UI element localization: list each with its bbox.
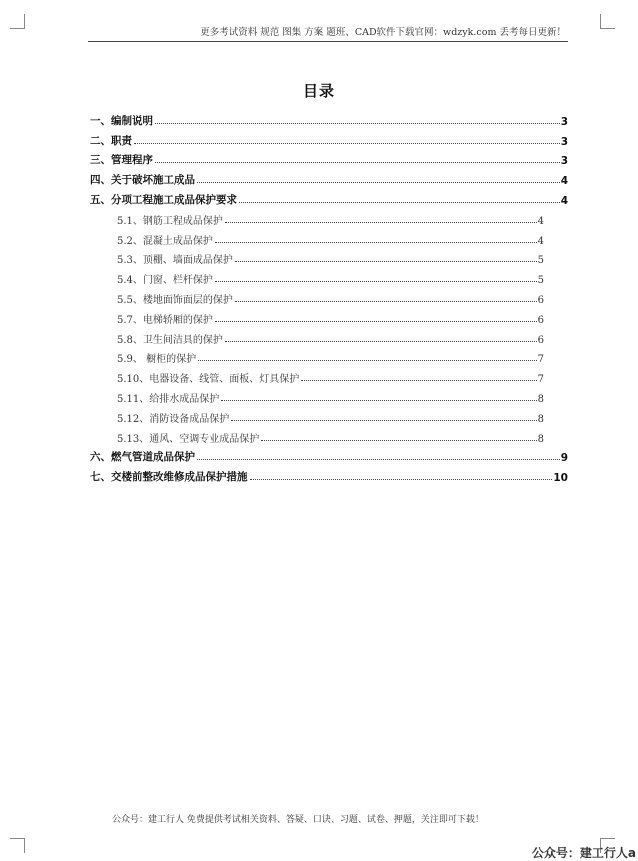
toc-entry[interactable] bbox=[90, 266, 568, 286]
toc-entry[interactable] bbox=[90, 405, 568, 425]
toc-leader-dots bbox=[155, 123, 560, 124]
page-footer: 公众号：建工行人 免费提供考试相关资料、答疑、口诀、习题、试卷、押题，关注即可下载！ bbox=[112, 815, 484, 825]
toc-entry-page: 8 bbox=[537, 433, 544, 445]
toc-entry-page: 3 bbox=[560, 155, 568, 168]
toc-entry[interactable] bbox=[90, 326, 568, 346]
toc-entry-page: 8 bbox=[537, 413, 544, 425]
toc-entry-page: 5 bbox=[537, 255, 544, 267]
toc-entry[interactable] bbox=[90, 286, 568, 306]
toc-entry[interactable] bbox=[90, 425, 568, 445]
toc-entry-page: 7 bbox=[537, 354, 544, 366]
toc-entry[interactable] bbox=[90, 385, 568, 405]
toc-leader-dots bbox=[261, 440, 536, 441]
toc-leader-dots bbox=[225, 341, 537, 342]
toc-entry-label: 5.9、 橱柜的保护 bbox=[117, 354, 197, 366]
toc-entry[interactable] bbox=[90, 108, 568, 128]
toc-entry-page: 9 bbox=[560, 452, 568, 465]
table-of-contents bbox=[90, 108, 568, 484]
toc-entry-label: 5.12、消防设备成品保护 bbox=[117, 413, 230, 425]
toc-entry-label: 七、交楼前整改维修成品保护措施 bbox=[90, 471, 248, 484]
toc-entry-label: 5.5、楼地面饰面层的保护 bbox=[117, 294, 233, 306]
page-header: 更多考试资料 规范 图集 方案 题班、CAD软件下载官网：wdzyk.com 丢考每日更新！ bbox=[200, 27, 566, 38]
toc-entry-page: 6 bbox=[537, 314, 544, 326]
crop-mark-top-right bbox=[600, 14, 615, 29]
toc-entry[interactable] bbox=[90, 128, 568, 148]
toc-leader-dots bbox=[231, 420, 536, 421]
toc-entry-page: 4 bbox=[560, 194, 568, 207]
crop-mark-top-left bbox=[10, 14, 25, 29]
toc-entry-page: 4 bbox=[560, 175, 568, 188]
toc-entry-label: 5.11、给排水成品保护 bbox=[117, 393, 220, 405]
toc-entry-page: 6 bbox=[537, 334, 544, 346]
toc-entry-label: 六、燃气管道成品保护 bbox=[90, 451, 195, 464]
toc-entry[interactable] bbox=[90, 365, 568, 385]
toc-entry-page: 8 bbox=[537, 393, 544, 405]
toc-leader-dots bbox=[239, 202, 560, 203]
toc-entry[interactable] bbox=[90, 445, 568, 465]
toc-leader-dots bbox=[215, 242, 537, 243]
toc-entry-label: 5.13、通风、空调专业成品保护 bbox=[117, 433, 260, 445]
toc-entry[interactable] bbox=[90, 464, 568, 484]
toc-entry-label: 5.3、顶棚、墙面成品保护 bbox=[117, 255, 233, 267]
toc-leader-dots bbox=[215, 281, 537, 282]
toc-leader-dots bbox=[225, 222, 537, 223]
toc-entry[interactable] bbox=[90, 247, 568, 267]
toc-leader-dots bbox=[198, 360, 537, 361]
toc-entry[interactable] bbox=[90, 346, 568, 366]
toc-entry-page: 10 bbox=[553, 472, 568, 485]
toc-leader-dots bbox=[155, 162, 560, 163]
toc-entry[interactable] bbox=[90, 227, 568, 247]
toc-entry[interactable] bbox=[90, 167, 568, 187]
toc-entry-label: 四、关于破坏施工成品 bbox=[90, 174, 195, 187]
toc-entry-label: 三、管理程序 bbox=[90, 154, 153, 167]
toc-entry[interactable] bbox=[90, 207, 568, 227]
toc-entry-label: 五、分项工程施工成品保护要求 bbox=[90, 193, 237, 206]
crop-mark-bottom-left bbox=[10, 838, 25, 853]
toc-entry-page: 6 bbox=[537, 294, 544, 306]
toc-entry[interactable] bbox=[90, 187, 568, 207]
toc-entry-label: 5.7、电梯轿厢的保护 bbox=[117, 314, 213, 326]
toc-entry-label: 5.4、门窗、栏杆保护 bbox=[117, 275, 213, 287]
toc-entry[interactable] bbox=[90, 148, 568, 168]
toc-entry-page: 5 bbox=[537, 275, 544, 287]
toc-leader-dots bbox=[250, 479, 553, 480]
toc-entry-label: 5.8、卫生间洁具的保护 bbox=[117, 334, 223, 346]
toc-entry-label: 二、职责 bbox=[90, 134, 132, 147]
watermark: 公众号：建工行人a bbox=[531, 846, 636, 860]
toc-title: 目录 bbox=[302, 82, 335, 100]
toc-entry-label: 一、编制说明 bbox=[90, 114, 153, 127]
toc-entry-label: 5.10、电器设备、线管、面板、灯具保护 bbox=[117, 374, 300, 386]
toc-entry-label: 5.2、混凝土成品保护 bbox=[117, 235, 213, 247]
toc-entry-page: 7 bbox=[537, 374, 544, 386]
toc-leader-dots bbox=[197, 459, 560, 460]
toc-leader-dots bbox=[197, 182, 560, 183]
toc-leader-dots bbox=[235, 261, 537, 262]
toc-entry[interactable] bbox=[90, 306, 568, 326]
toc-leader-dots bbox=[134, 143, 560, 144]
toc-leader-dots bbox=[301, 380, 536, 381]
toc-leader-dots bbox=[221, 400, 536, 401]
toc-entry-page: 4 bbox=[537, 215, 544, 227]
toc-entry-label: 5.1、钢筋工程成品保护 bbox=[117, 215, 223, 227]
toc-entry-page: 4 bbox=[537, 235, 544, 247]
header-rule bbox=[88, 41, 568, 42]
toc-entry-page: 3 bbox=[560, 135, 568, 148]
toc-leader-dots bbox=[215, 321, 537, 322]
toc-leader-dots bbox=[235, 301, 537, 302]
toc-entry-page: 3 bbox=[560, 115, 568, 128]
